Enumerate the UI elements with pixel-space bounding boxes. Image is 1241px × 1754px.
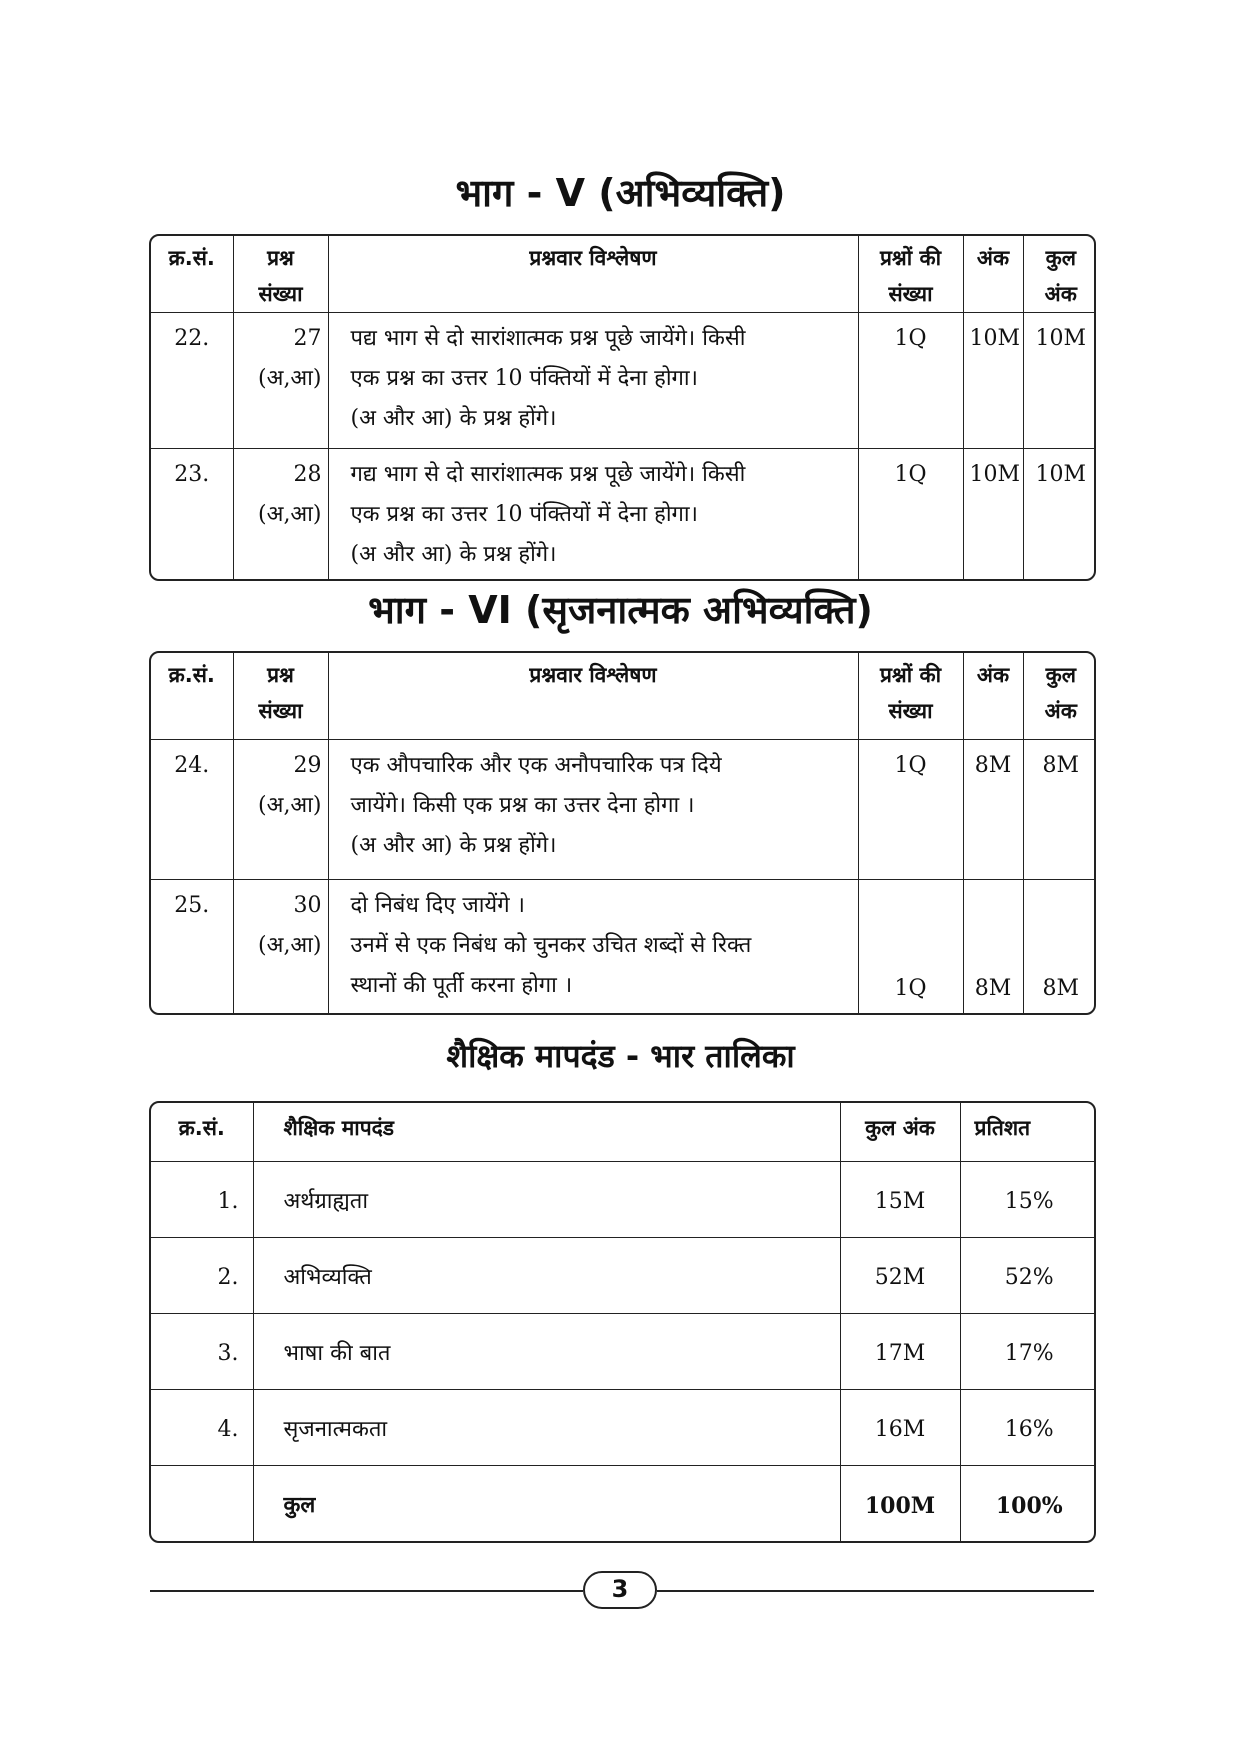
row-sn: 24.	[151, 739, 233, 879]
row-marks: 8M	[963, 739, 1023, 879]
table-row	[151, 739, 1096, 879]
row-percent: 16%	[960, 1389, 1096, 1465]
row-sn: 22.	[151, 313, 233, 449]
total-marks: 100M	[840, 1465, 960, 1541]
row-percent: 15%	[960, 1161, 1096, 1237]
row-total: 52M	[840, 1237, 960, 1313]
header-total: कुल अंक	[1023, 653, 1096, 739]
table-row	[151, 313, 1096, 449]
row-qno: 30 (अ,आ)	[233, 879, 328, 1013]
header-criteria: शैक्षिक मापदंड	[253, 1103, 840, 1161]
header-percent: प्रतिशत	[960, 1103, 1096, 1161]
table-row	[151, 1389, 1096, 1465]
header-analysis: प्रश्नवार विश्लेषण	[328, 653, 858, 739]
row-qno: 28 (अ,आ)	[233, 449, 328, 579]
table-row	[151, 1237, 1096, 1313]
row-marks: 10M	[963, 449, 1023, 579]
table-header-row	[151, 236, 1096, 313]
row-count: 1Q	[858, 879, 963, 1013]
row-criteria: भाषा की बात	[253, 1313, 840, 1389]
section-5-table	[149, 234, 1096, 581]
header-marks: अंक	[963, 236, 1023, 313]
row-description: एक औपचारिक और एक अनौपचारिक पत्र दिये जायेंगे। किसी एक प्रश्न का उत्तर देना होगा । (अ और आ) के प्रश्न होंगे।	[328, 739, 858, 879]
table-row	[151, 879, 1096, 1013]
table-row	[151, 1161, 1096, 1237]
header-total: कुल अंक	[840, 1103, 960, 1161]
header-marks: अंक	[963, 653, 1023, 739]
header-analysis: प्रश्नवार विश्लेषण	[328, 236, 858, 313]
row-total: 15M	[840, 1161, 960, 1237]
weightage-table	[149, 1101, 1096, 1543]
header-qno: प्रश्न संख्या	[233, 653, 328, 739]
row-description: दो निबंध दिए जायेंगे । उनमें से एक निबंध को चुनकर उचित शब्दों से रिक्त स्थानों की पूर्ती करना होगा ।	[328, 879, 858, 1013]
row-count: 1Q	[858, 313, 963, 449]
row-sn: 2.	[151, 1237, 253, 1313]
row-description: गद्य भाग से दो सारांशात्मक प्रश्न पूछे जायेंगे। किसी एक प्रश्न का उत्तर 10 पंक्तियों में देना होगा। (अ और आ) के प्रश्न होंगे।	[328, 449, 858, 579]
row-criteria: अभिव्यक्ति	[253, 1237, 840, 1313]
header-sn: क्र.सं.	[151, 653, 233, 739]
header-qno: प्रश्न संख्या	[233, 236, 328, 313]
header-count: प्रश्नों की संख्या	[858, 236, 963, 313]
section-5-title: भाग - V (अभिव्यक्ति)	[455, 171, 786, 215]
row-description: पद्य भाग से दो सारांशात्मक प्रश्न पूछे जायेंगे। किसी एक प्रश्न का उत्तर 10 पंक्तियों में देना होगा। (अ और आ) के प्रश्न होंगे।	[328, 313, 858, 449]
row-sn: 3.	[151, 1313, 253, 1389]
header-sn: क्र.सं.	[151, 1103, 253, 1161]
row-criteria: अर्थग्राह्यता	[253, 1161, 840, 1237]
table-header-row	[151, 1103, 1096, 1161]
row-qno: 27 (अ,आ)	[233, 313, 328, 449]
page-number: 3	[583, 1571, 657, 1609]
row-marks: 8M	[963, 879, 1023, 1013]
weightage-title: शैक्षिक मापदंड - भार तालिका	[446, 1037, 795, 1075]
table-total-row	[151, 1465, 1096, 1541]
section-6-table	[149, 651, 1096, 1015]
row-percent: 52%	[960, 1237, 1096, 1313]
row-qno: 29 (अ,आ)	[233, 739, 328, 879]
row-count: 1Q	[858, 449, 963, 579]
row-sn-empty	[151, 1465, 253, 1541]
header-sn: क्र.सं.	[151, 236, 233, 313]
row-marks: 10M	[963, 313, 1023, 449]
footer-rule-right	[657, 1590, 1094, 1592]
table-header-row	[151, 653, 1096, 739]
total-label: कुल	[253, 1465, 840, 1541]
row-total: 17M	[840, 1313, 960, 1389]
total-percent: 100%	[960, 1465, 1096, 1541]
row-total: 10M	[1023, 449, 1096, 579]
table-row	[151, 449, 1096, 579]
table-row	[151, 1313, 1096, 1389]
footer-rule-left	[150, 1590, 583, 1592]
row-total: 8M	[1023, 879, 1096, 1013]
row-criteria: सृजनात्मकता	[253, 1389, 840, 1465]
row-total: 10M	[1023, 313, 1096, 449]
row-total: 16M	[840, 1389, 960, 1465]
row-percent: 17%	[960, 1313, 1096, 1389]
header-count: प्रश्नों की संख्या	[858, 653, 963, 739]
row-sn: 25.	[151, 879, 233, 1013]
row-sn: 23.	[151, 449, 233, 579]
header-total: कुल अंक	[1023, 236, 1096, 313]
row-sn: 1.	[151, 1161, 253, 1237]
section-6-title: भाग - VI (सृजनात्मक अभिव्यक्ति)	[368, 588, 873, 632]
row-total: 8M	[1023, 739, 1096, 879]
row-sn: 4.	[151, 1389, 253, 1465]
row-count: 1Q	[858, 739, 963, 879]
